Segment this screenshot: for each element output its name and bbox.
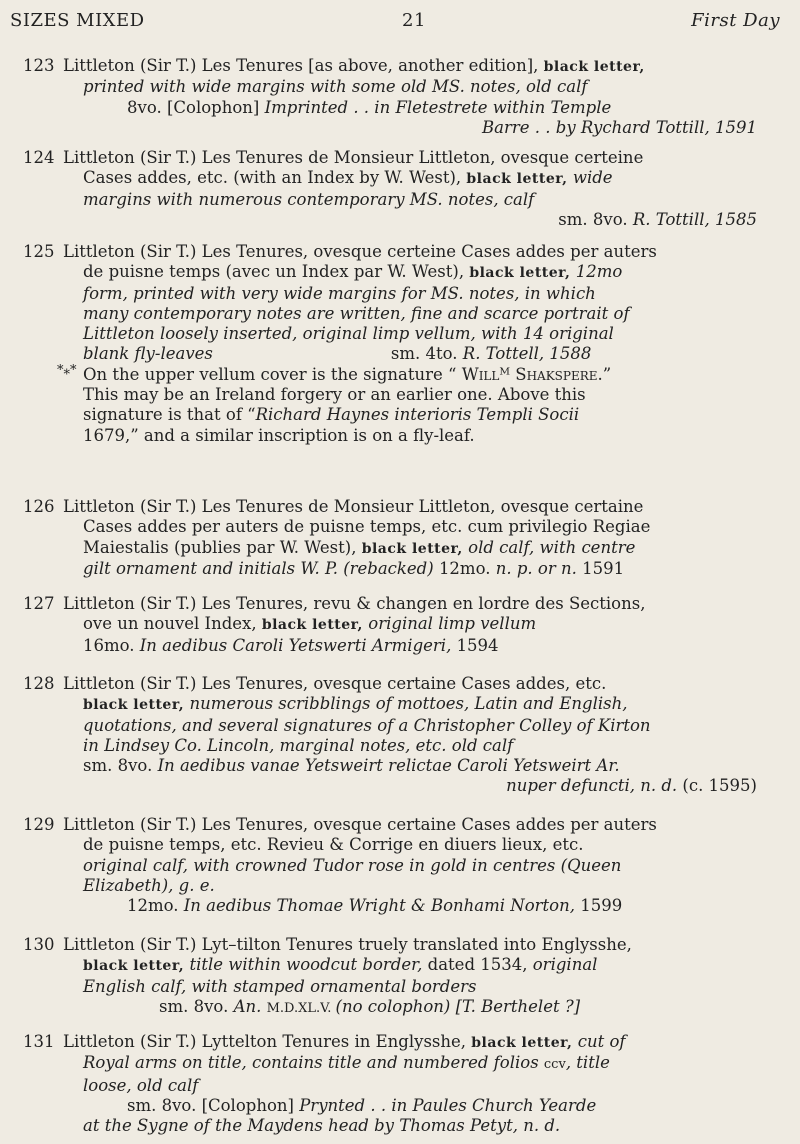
desc-size: sm. 8vo.	[83, 756, 158, 776]
desc-text: Littleton (Sir T.) Les Tenures, revu & changen en lordre des Sections,	[63, 594, 646, 613]
desc-size: sm. 8vo.	[159, 996, 234, 1016]
desc-imprint: In aedibus Caroli Yetswerti Armigeri,	[139, 635, 457, 655]
desc-text: Maiestalis (publies par W. West),	[83, 537, 362, 557]
desc-size: sm. 4to.	[390, 344, 463, 364]
desc-text: Cases addes per auters de puisne temps, etc. cum privilegio Regiae	[83, 517, 651, 537]
desc-imprint: Imprinted . . in Fletestrete within Temple	[264, 97, 612, 117]
desc-text: (no colophon)	[335, 996, 456, 1016]
desc-text: gilt ornament and initials W. P. (rebacked)	[83, 558, 439, 578]
page-header	[10, 10, 780, 34]
lot-description	[57, 242, 783, 446]
desc-text: Littleton (Sir T.) Les Tenures [as above, another edition],	[63, 56, 544, 75]
desc-imprint: nuper defuncti, n. d.	[506, 776, 683, 796]
lot-number: 131	[23, 1032, 55, 1051]
desc-text: de puisne temps (avec un Index par W. West),	[83, 262, 470, 282]
desc-blackletter: black letter,	[261, 617, 369, 634]
desc-colophon: [Colophon]	[201, 1095, 300, 1115]
desc-blackletter: black letter,	[83, 958, 190, 975]
lot-description	[63, 674, 783, 797]
desc-text: de puisne temps, etc. Revieu & Corrige en diuers lieux, etc.	[83, 835, 584, 855]
desc-text: Cases addes, etc. (with an Index by W. West),	[83, 168, 467, 188]
lot-number: 123	[23, 56, 55, 75]
lot-number: 127	[23, 594, 55, 613]
lot-description	[63, 815, 783, 916]
desc-imprint: In aedibus vanae Yetsweirt relictae Caroli Yetsweirt Ar.	[157, 756, 620, 776]
lot-description	[63, 497, 783, 579]
desc-text: Littleton (Sir T.) Les Tenures, ovesque certaine Cases addes per auters	[63, 815, 657, 834]
section-heading: SIZES MIXED	[10, 10, 145, 31]
lot-description	[63, 1032, 783, 1136]
desc-imprint: In aedibus Thomae Wright & Bonhami Norton,	[183, 896, 581, 916]
desc-printer: [T. Berthelet ?]	[455, 996, 581, 1016]
note-signature: Richard Haynes interioris Templi Socii	[255, 405, 580, 425]
desc-blackletter: black letter,	[543, 59, 645, 75]
desc-date: 1591	[582, 558, 625, 578]
desc-text: wide	[572, 168, 613, 188]
desc-date: (c. 1595)	[682, 776, 757, 796]
page-number: 21	[402, 10, 426, 31]
lot-number: 129	[23, 815, 55, 834]
note-text: signature is that of “	[83, 405, 256, 425]
desc-imprint: n. p. or n.	[495, 558, 583, 578]
desc-date: 1599	[580, 896, 623, 916]
desc-text: Littleton (Sir T.) Lyt–tilton Tenures truely translated into Englysshe,	[63, 935, 632, 954]
note-text: ”	[602, 364, 612, 384]
desc-imprint: Prynted . . in Paules Church Yearde	[299, 1095, 597, 1115]
desc-text: Littleton loosely inserted, original limp vellum, with 14 original	[83, 324, 614, 344]
desc-text: dated 1534,	[427, 955, 533, 975]
desc-text: Littleton (Sir T.) Les Tenures, ovesque certeine Cases addes per auters	[63, 242, 657, 261]
desc-text: numerous scribblings of mottoes, Latin and English,	[189, 694, 628, 714]
desc-text: in Lindsey Co. Lincoln, marginal notes, etc. old calf	[83, 735, 514, 755]
desc-blackletter: black letter,	[471, 1035, 578, 1051]
desc-date: 1594	[456, 635, 499, 655]
lot-description	[63, 56, 783, 138]
desc-imprint: R. Tottill, 1585	[632, 209, 757, 229]
desc-blackletter: black letter,	[83, 697, 190, 714]
desc-folio-count: ccv	[543, 1057, 566, 1073]
desc-colophon: [Colophon]	[166, 97, 265, 117]
desc-text: original calf, with crowned Tudor rose in gold in centres (Queen	[83, 855, 622, 875]
desc-text: Littleton (Sir T.) Les Tenures, ovesque certaine Cases addes, etc.	[63, 674, 607, 693]
lot-number: 130	[23, 935, 55, 954]
note-signature: Willᴹ Shakspere.	[461, 364, 603, 384]
desc-text: original	[532, 955, 598, 975]
desc-blackletter: black letter,	[469, 265, 576, 282]
desc-text: original limp vellum	[368, 614, 537, 634]
desc-date: M.D.XL.V.	[266, 1000, 336, 1016]
desc-text: Littleton (Sir T.) Les Tenures de Monsieur Littleton, ovesque certeine	[63, 148, 644, 167]
desc-text: Royal arms on title, contains title and numbered folios	[83, 1053, 544, 1073]
desc-text: title within woodcut border,	[189, 955, 428, 975]
desc-text: loose, old calf	[83, 1075, 199, 1095]
desc-text: printed with wide margins with some old MS. notes, old calf	[83, 77, 588, 97]
lot-number: 124	[23, 148, 55, 167]
desc-text: old calf, with centre	[468, 537, 636, 557]
asterism-icon: *⁎*	[57, 362, 77, 378]
lot-description	[63, 148, 783, 230]
desc-text: form, printed with very wide margins for MS. notes, in which	[83, 283, 596, 303]
desc-text: Elizabeth), g. e.	[83, 875, 215, 895]
lot-number: 126	[23, 497, 55, 516]
desc-size: sm. 8vo.	[558, 209, 633, 229]
lot-note	[57, 362, 783, 446]
desc-text: Littleton (Sir T.) Les Tenures de Monsieur Littleton, ovesque certaine	[63, 497, 644, 516]
desc-text: English calf, with stamped ornamental borders	[83, 976, 477, 996]
note-text: This may be an Ireland forgery or an earlier one. Above this	[83, 385, 586, 405]
desc-size: sm. 8vo.	[127, 1095, 202, 1115]
desc-text: ove un nouvel Index,	[83, 614, 262, 634]
lot-description	[63, 594, 783, 656]
desc-imprint: R. Tottell, 1588	[462, 344, 592, 364]
desc-size: 12mo.	[438, 558, 496, 578]
lot-description	[63, 935, 783, 1019]
desc-text: cut of	[577, 1032, 626, 1051]
desc-text: blank fly-leaves	[83, 344, 213, 364]
desc-text: margins with numerous contemporary MS. notes, calf	[83, 189, 535, 209]
desc-size: 12mo.	[127, 896, 184, 916]
desc-text: many contemporary notes are written, fine and scarce portrait of	[83, 303, 630, 323]
note-text: On the upper vellum cover is the signature “	[83, 364, 462, 384]
sale-day: First Day	[691, 10, 780, 31]
desc-size: 16mo.	[83, 635, 140, 655]
desc-blackletter: black letter,	[361, 540, 469, 557]
lot-number: 125	[23, 242, 55, 261]
note-text: 1679,” and a similar inscription is on a fly-leaf.	[83, 425, 475, 445]
lot-number: 128	[23, 674, 55, 693]
desc-imprint: An.	[233, 996, 267, 1016]
desc-size: 8vo.	[127, 97, 167, 117]
desc-text: , title	[565, 1053, 610, 1073]
desc-imprint: at the Sygne of the Maydens head by Thomas Petyt, n. d.	[83, 1116, 561, 1136]
desc-blackletter: black letter,	[466, 171, 573, 188]
desc-text: quotations, and several signatures of a Christopher Colley of Kirton	[83, 715, 651, 735]
desc-text: Littleton (Sir T.) Lyttelton Tenures in Englysshe,	[63, 1032, 472, 1051]
desc-imprint: Barre . . by Rychard Tottill, 1591	[482, 117, 757, 137]
desc-text: 12mo	[575, 262, 623, 282]
